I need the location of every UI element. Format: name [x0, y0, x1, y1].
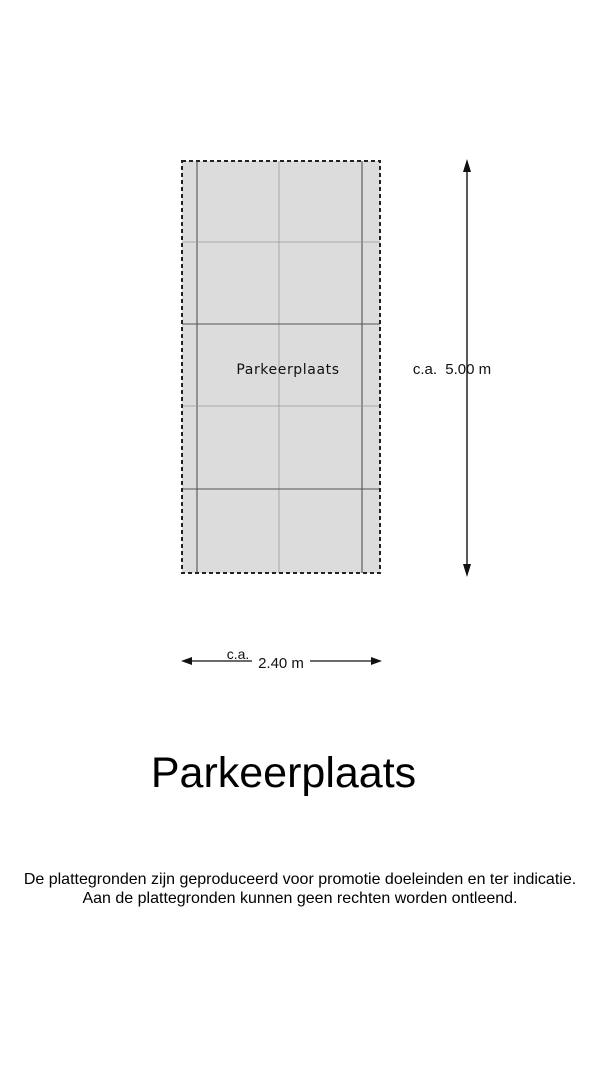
length-value: 5.00 m [445, 361, 492, 378]
disclaimer-line-1: De plattegronden zijn geproduceerd voor promotie doeleinden en ter indicatie. [23, 871, 577, 888]
arrow-up-icon [463, 159, 471, 172]
disclaimer [0, 870, 600, 908]
room-label: Parkeerplaats [236, 362, 340, 378]
arrow-left-icon [181, 657, 192, 665]
width-prefix: c.a. [226, 646, 250, 662]
page-title: Parkeerplaats [150, 749, 417, 797]
parking-space [182, 161, 380, 573]
arrow-right-icon [371, 657, 382, 665]
width-dimension [181, 646, 382, 672]
arrow-down-icon [463, 564, 471, 577]
disclaimer-line-2: Aan de plattegronden kunnen geen rechten worden ontleend. [82, 890, 518, 907]
width-value: 2.40 m [258, 655, 304, 672]
length-prefix: c.a. [412, 361, 438, 378]
length-label [413, 361, 491, 378]
length-dimension [413, 159, 491, 577]
